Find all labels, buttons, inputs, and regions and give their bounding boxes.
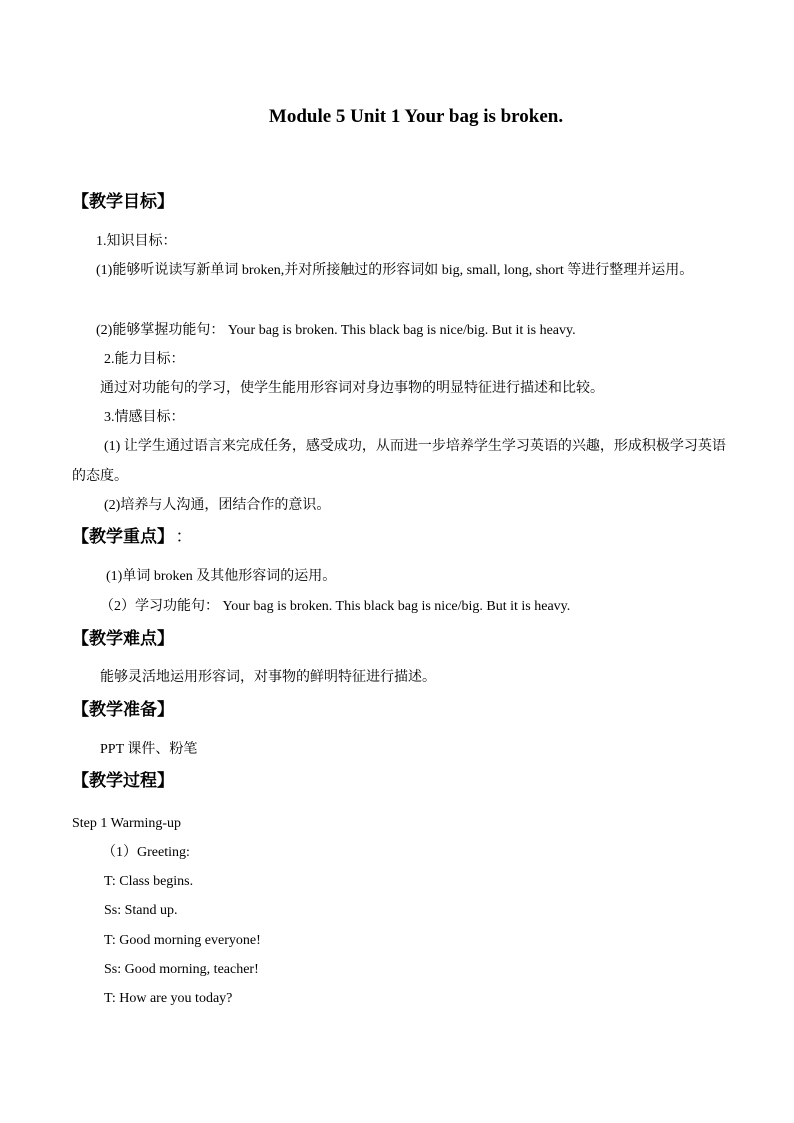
heading-teaching-process: 【教学过程】 xyxy=(72,771,174,791)
dialogue-line: T: Class begins. xyxy=(104,874,194,889)
step-1-label: Step 1 Warming-up xyxy=(72,816,182,831)
dialogue-line: T: How are you today? xyxy=(104,991,233,1006)
difficulty-item-1: 能够灵活地运用形容词，对事物的鲜明特征进行描述。 xyxy=(100,670,436,685)
heading-key-points-colon: ： xyxy=(175,527,193,547)
dialogue-line: Ss: Good morning, teacher! xyxy=(104,962,259,977)
key-point-item-2: （2）学习功能句： Your bag is broken. This black bag is nice/big. But it is heavy. xyxy=(100,599,571,614)
greeting-label: （1）Greeting: xyxy=(102,845,190,860)
heading-teaching-objectives: 【教学目标】 xyxy=(72,192,174,212)
dialogue-line: T: Good morning everyone! xyxy=(104,933,261,948)
dialogue-line: Ss: Stand up. xyxy=(104,903,178,918)
heading-preparation: 【教学准备】 xyxy=(72,700,174,720)
knowledge-objective-item-2: (2)能够掌握功能句： Your bag is broken. This black bag is nice/big. But it is heavy. xyxy=(96,323,576,338)
key-point-item-1: (1)单词 broken 及其他形容词的运用。 xyxy=(106,569,337,584)
heading-difficulties: 【教学难点】 xyxy=(72,629,174,649)
knowledge-objective-item-1: (1)能够听说读写新单词 broken,并对所接触过的形容词如 big, small, long, short 等进行整理并运用。 xyxy=(96,263,694,278)
emotion-objective-item-1: (1) 让学生通过语言来完成任务，感受成功，从而进一步培养学生学习英语的兴趣，形成积极学习英语的态度。 xyxy=(72,439,726,484)
ability-objective-label: 2.能力目标： xyxy=(104,352,185,367)
ability-objective-item-1: 通过对功能句的学习，使学生能用形容词对身边事物的明显特征进行描述和比较。 xyxy=(100,381,604,396)
heading-key-points-text: 【教学重点】 xyxy=(72,527,166,547)
knowledge-objective-label: 1.知识目标： xyxy=(96,234,177,249)
emotion-objective-label: 3.情感目标： xyxy=(104,410,185,425)
emotion-objective-item-2: (2)培养与人沟通，团结合作的意识。 xyxy=(104,498,331,513)
document-title: Module 5 Unit 1 Your bag is broken. xyxy=(268,106,564,127)
preparation-item-1: PPT 课件、粉笔 xyxy=(100,742,198,757)
heading-key-points xyxy=(72,525,193,549)
